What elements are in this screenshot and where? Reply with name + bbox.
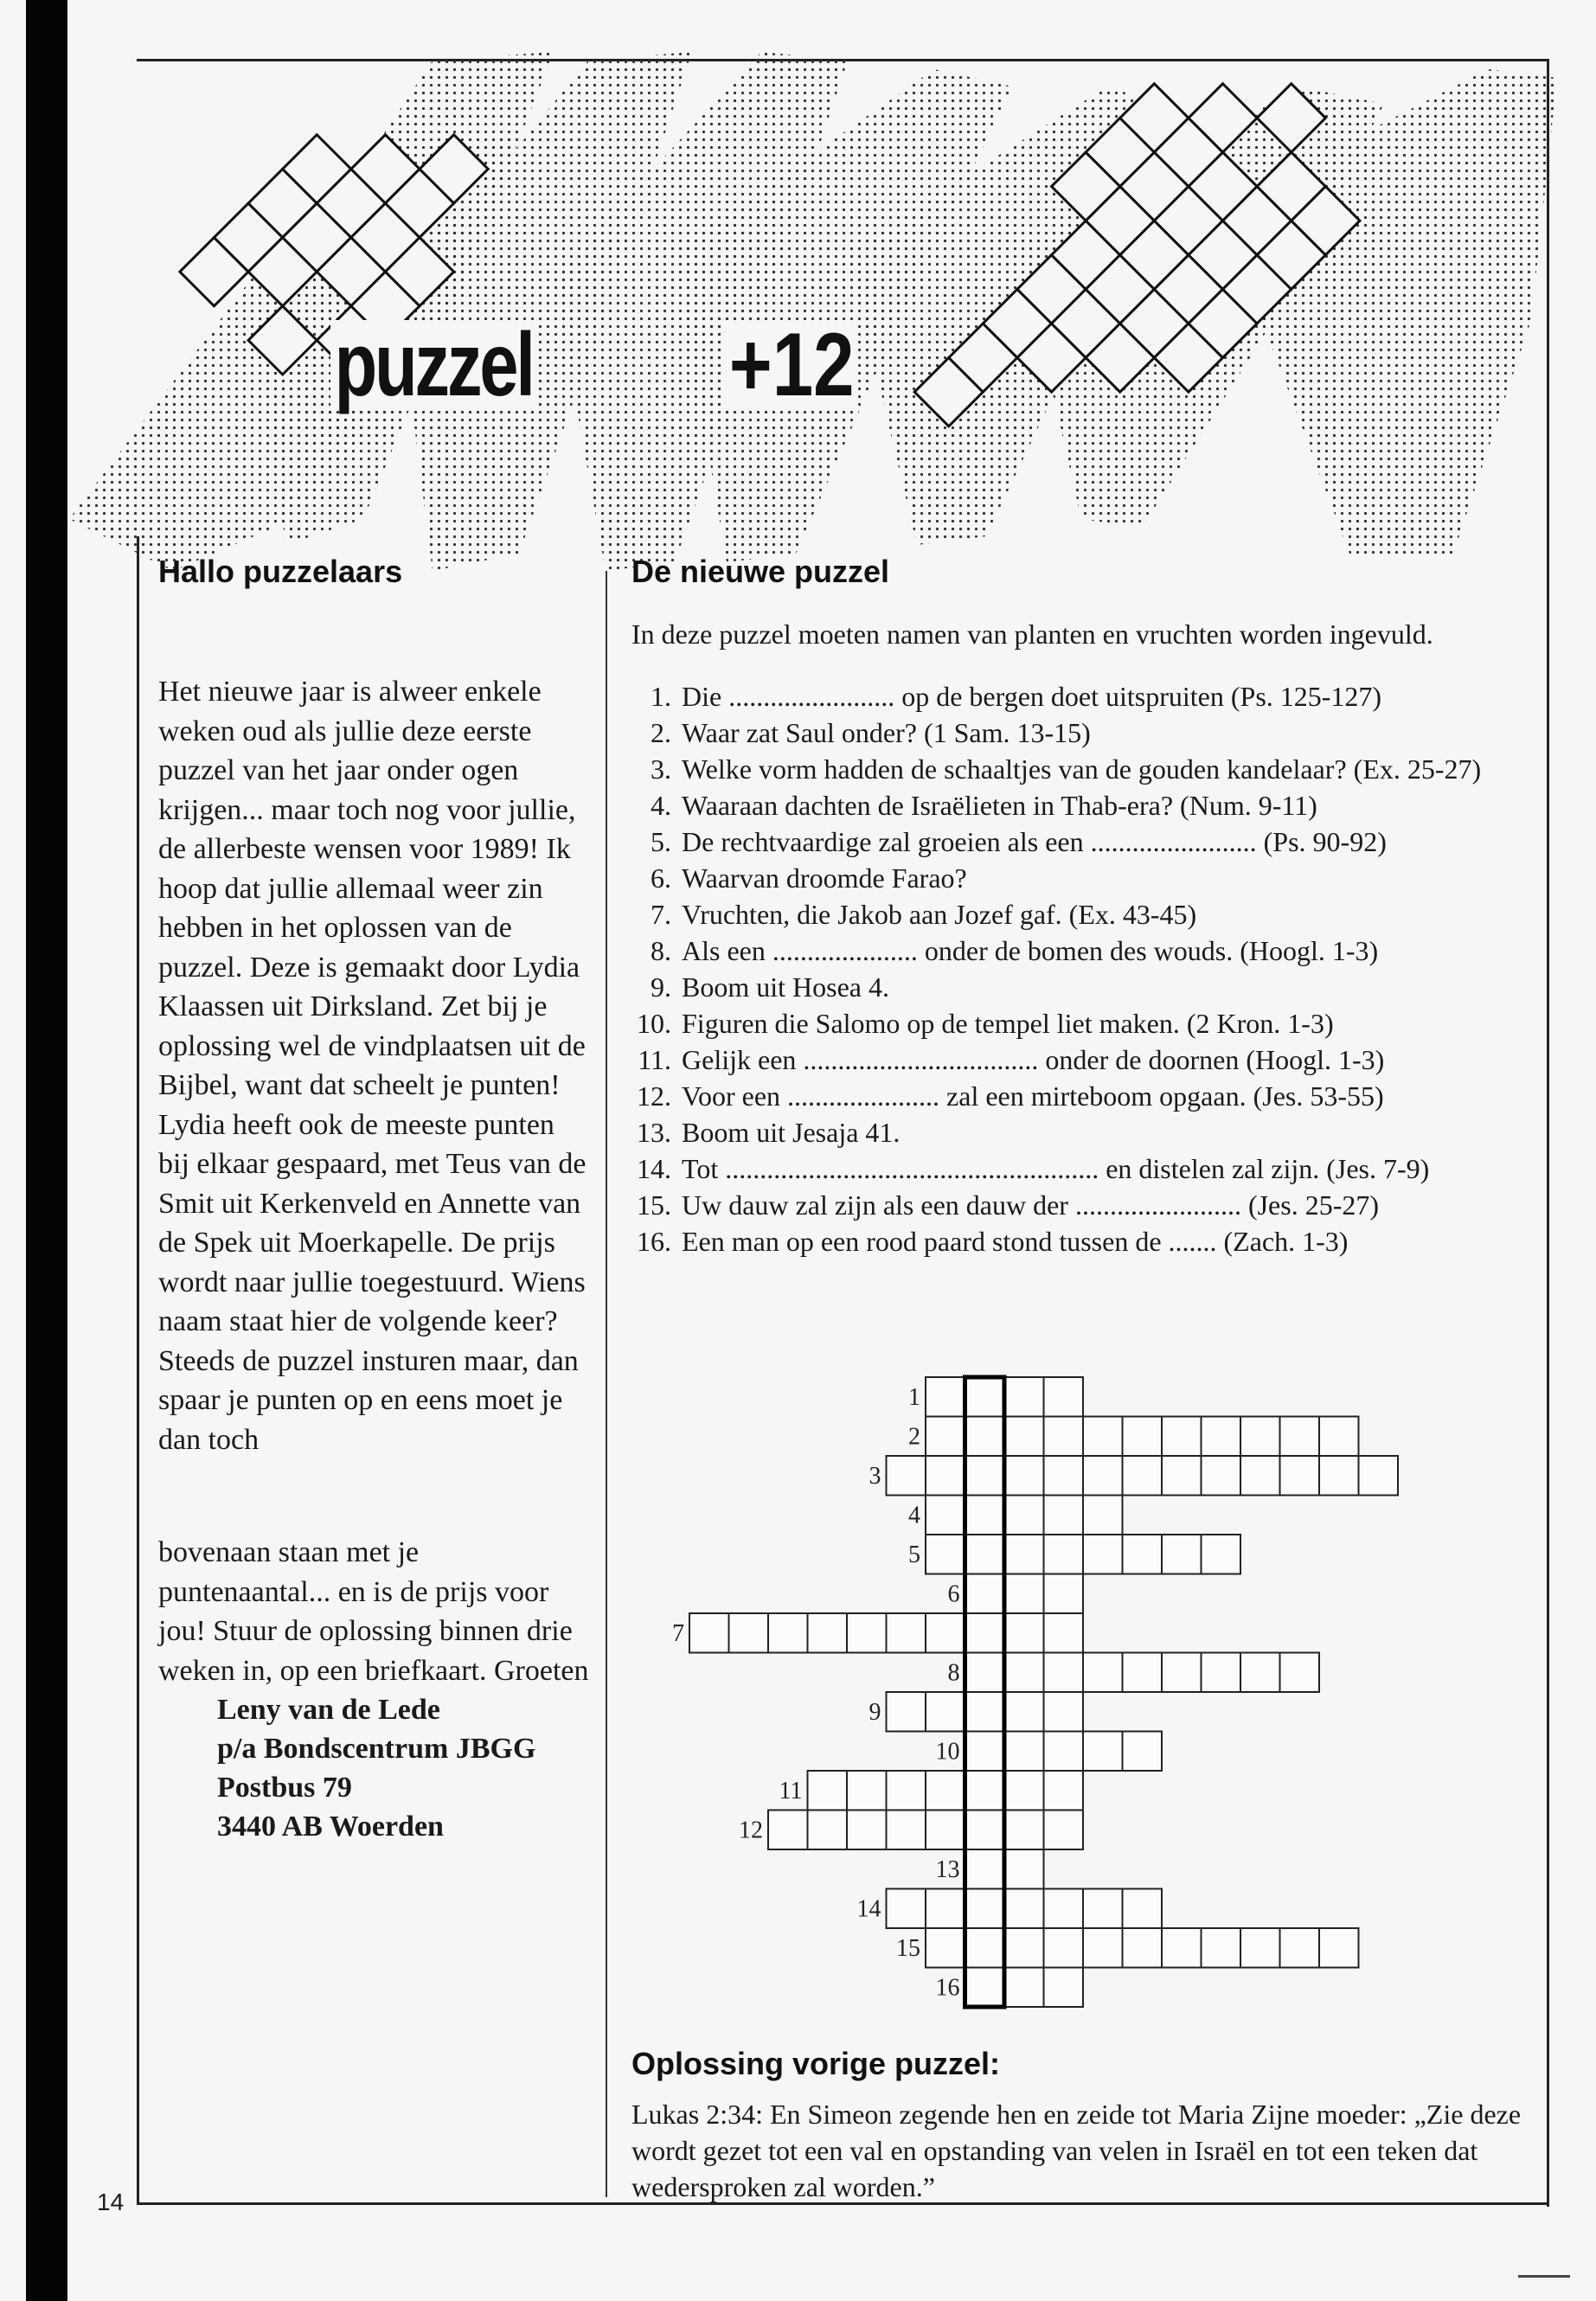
grid-cell[interactable] bbox=[1083, 1535, 1123, 1574]
grid-row-label: 3 bbox=[869, 1463, 881, 1490]
signature-postbox: Postbus 79 bbox=[217, 1772, 352, 1804]
grid-cell[interactable] bbox=[1044, 1377, 1084, 1417]
clue-text: Als een ..................... onder de bomen des wouds. (Hoogl. 1-3) bbox=[682, 935, 1379, 966]
clue-text: Welke vorm hadden de schaaltjes van de gouden kandelaar? (Ex. 25-27) bbox=[682, 753, 1482, 785]
grid-row-label: 13 bbox=[935, 1856, 960, 1883]
greeting-body-part1: Het nieuwe jaar is alweer enkele weken oud als jullie deze eerste puzzel van het jaar onder ogen krijgen... maar toch nog voor jullie, de allerbeste wensen voor 1989! Ik hoop dat jullie allemaal weer zin hebben in het oplossen van de puzzel. Deze is gemaakt door Lydia Klaassen uit Dirksland. Zet bij je oplossing wel de vindplaatsen uit de Bijbel, want dat scheelt je punten! Lydia heeft ook de meeste punten bij elkaar gespaard, met Teus van de Smit uit Kerkenveld en Annette van de Spek uit Moerkapelle. De prijs wordt naar jullie toegestuurd. Wiens naam staat hier de volgende keer? Steeds de puzzel insturen maar, dan spaar je punten op en eens moet je dan toch bbox=[158, 676, 586, 1456]
clue-item bbox=[631, 933, 1531, 969]
grid-cell[interactable] bbox=[1280, 1417, 1320, 1457]
grid-cell[interactable] bbox=[847, 1613, 887, 1653]
grid-cell[interactable] bbox=[965, 1653, 1005, 1693]
grid-cell[interactable] bbox=[1280, 1928, 1320, 1968]
greeting-heading: Hallo puzzelaars bbox=[158, 554, 403, 589]
grid-cell[interactable] bbox=[965, 1771, 1005, 1811]
grid-cell[interactable] bbox=[1240, 1653, 1280, 1693]
grid-cell[interactable] bbox=[1044, 1968, 1084, 2008]
clue-item bbox=[631, 1005, 1531, 1042]
clue-number: 1. bbox=[651, 681, 671, 712]
clue-text: Waaraan dachten de Israëlieten in Thab-era? (Num. 9-11) bbox=[682, 790, 1317, 821]
clue-text: Waar zat Saul onder? (1 Sam. 13-15) bbox=[682, 717, 1091, 748]
grid-cell[interactable] bbox=[965, 1849, 1005, 1889]
clue-item bbox=[631, 678, 1531, 715]
grid-cell[interactable] bbox=[1123, 1732, 1163, 1772]
clue-text: Vruchten, die Jakob aan Jozef gaf. (Ex. 43-45) bbox=[682, 899, 1197, 930]
grid-cell[interactable] bbox=[887, 1613, 926, 1653]
grid-cell[interactable] bbox=[1004, 1811, 1044, 1850]
crossword-grid bbox=[672, 1375, 1384, 2024]
grid-cell[interactable] bbox=[926, 1496, 965, 1535]
grid-cell[interactable] bbox=[1004, 1613, 1044, 1653]
grid-cell[interactable] bbox=[1083, 1456, 1123, 1496]
clue-number: 14. bbox=[637, 1153, 671, 1184]
new-puzzle-heading: De nieuwe puzzel bbox=[631, 554, 890, 589]
left-column bbox=[158, 554, 591, 1846]
grid-cell[interactable] bbox=[887, 1692, 926, 1732]
grid-cell[interactable] bbox=[1004, 1456, 1044, 1496]
grid-cell[interactable] bbox=[1004, 1968, 1044, 2008]
grid-cell[interactable] bbox=[1004, 1496, 1044, 1535]
grid-row-label: 4 bbox=[908, 1502, 920, 1529]
grid-row-label: 10 bbox=[935, 1738, 960, 1766]
grid-row-label: 15 bbox=[896, 1935, 920, 1962]
clue-text: Een man op een rood paard stond tussen de ....... (Zach. 1-3) bbox=[682, 1226, 1349, 1257]
grid-cell[interactable] bbox=[1240, 1417, 1280, 1457]
grid-cell[interactable] bbox=[1044, 1771, 1084, 1811]
solution-heading: Oplossing vorige puzzel: bbox=[631, 2046, 1001, 2081]
grid-cell[interactable] bbox=[926, 1535, 965, 1574]
grid-cell[interactable] bbox=[1083, 1732, 1123, 1772]
grid-cell[interactable] bbox=[1123, 1456, 1163, 1496]
grid-cell[interactable] bbox=[1044, 1456, 1084, 1496]
signature-org: p/a Bondscentrum JBGG bbox=[217, 1733, 536, 1765]
grid-cell[interactable] bbox=[1123, 1928, 1163, 1968]
clue-text: Waarvan droomde Farao? bbox=[682, 862, 967, 894]
clue-item bbox=[631, 1150, 1531, 1187]
grid-cell[interactable] bbox=[1319, 1928, 1359, 1968]
grid-cell[interactable] bbox=[1004, 1928, 1044, 1968]
clue-text: Boom uit Jesaja 41. bbox=[682, 1117, 901, 1148]
puzzle-intro: In deze puzzel moeten namen van planten en vruchten worden ingevuld. bbox=[631, 619, 1433, 650]
page-number: 14 bbox=[97, 2189, 125, 2215]
grid-cell[interactable] bbox=[1044, 1811, 1084, 1850]
grid-cell[interactable] bbox=[965, 1928, 1005, 1968]
grid-cell[interactable] bbox=[1162, 1928, 1202, 1968]
grid-cell[interactable] bbox=[965, 1889, 1005, 1929]
clue-text: Figuren die Salomo op de tempel liet maken. (2 Kron. 1-3) bbox=[682, 1008, 1334, 1039]
grid-cell[interactable] bbox=[1083, 1889, 1123, 1929]
clue-item bbox=[631, 860, 1531, 896]
grid-cell[interactable] bbox=[926, 1417, 965, 1457]
grid-row-label: 11 bbox=[779, 1778, 803, 1804]
grid-cell[interactable] bbox=[926, 1377, 965, 1417]
grid-row-label: 1 bbox=[908, 1384, 920, 1411]
grid-cell[interactable] bbox=[1280, 1653, 1320, 1693]
grid-cell[interactable] bbox=[1162, 1417, 1202, 1457]
grid-row-label: 8 bbox=[947, 1659, 960, 1687]
signature-name: Leny van de Lede bbox=[217, 1694, 440, 1726]
grid-cell[interactable] bbox=[1202, 1653, 1241, 1693]
clue-item bbox=[631, 787, 1531, 824]
grid-cell[interactable] bbox=[965, 1968, 1005, 2008]
greeting-body-part2: bovenaan staan met je puntenaantal... en is de prijs voor jou! Stuur de oplossing binnen drie weken in, op een briefkaart. Groeten bbox=[158, 1536, 589, 1687]
grid-cell[interactable] bbox=[1044, 1653, 1084, 1693]
corner-mark bbox=[1518, 2275, 1570, 2278]
grid-cell[interactable] bbox=[1319, 1456, 1359, 1496]
grid-cell[interactable] bbox=[1004, 1653, 1044, 1693]
grid-cell[interactable] bbox=[965, 1811, 1005, 1850]
grid-cell[interactable] bbox=[1123, 1535, 1163, 1574]
grid-cell[interactable] bbox=[926, 1771, 965, 1811]
grid-row-label: 16 bbox=[935, 1974, 960, 2002]
clue-number: 2. bbox=[651, 717, 671, 748]
grid-cell[interactable] bbox=[1202, 1535, 1241, 1574]
frame-left-rule bbox=[137, 536, 139, 2204]
grid-cell[interactable] bbox=[1044, 1574, 1084, 1614]
grid-cell[interactable] bbox=[1004, 1771, 1044, 1811]
header-artwork bbox=[69, 35, 1557, 588]
clue-number: 12. bbox=[637, 1080, 671, 1112]
grid-cell[interactable] bbox=[1240, 1928, 1280, 1968]
grid-cell[interactable] bbox=[1044, 1928, 1084, 1968]
grid-cell[interactable] bbox=[1044, 1692, 1084, 1732]
grid-cell[interactable] bbox=[1202, 1456, 1241, 1496]
grid-cell[interactable] bbox=[808, 1771, 848, 1811]
grid-cell[interactable] bbox=[847, 1771, 887, 1811]
clue-number: 6. bbox=[651, 862, 671, 894]
grid-cell[interactable] bbox=[808, 1811, 848, 1850]
grid-row-label: 5 bbox=[908, 1541, 920, 1568]
grid-cell[interactable] bbox=[965, 1535, 1005, 1574]
grid-cell[interactable] bbox=[965, 1613, 1005, 1653]
grid-cell[interactable] bbox=[1123, 1653, 1163, 1693]
grid-cell[interactable] bbox=[887, 1456, 926, 1496]
grid-cell[interactable] bbox=[926, 1889, 965, 1929]
grid-cell[interactable] bbox=[926, 1456, 965, 1496]
clue-number: 10. bbox=[637, 1008, 671, 1039]
grid-row-label: 2 bbox=[908, 1423, 920, 1451]
grid-row-label: 12 bbox=[739, 1817, 763, 1844]
clue-item bbox=[631, 1078, 1531, 1114]
grid-cell[interactable] bbox=[1123, 1417, 1163, 1457]
grid-cell[interactable] bbox=[926, 1613, 965, 1653]
grid-cell[interactable] bbox=[1044, 1889, 1084, 1929]
grid-cell[interactable] bbox=[729, 1613, 769, 1653]
clue-number: 16. bbox=[637, 1226, 671, 1257]
clue-item bbox=[631, 1187, 1531, 1223]
clue-item bbox=[631, 1042, 1531, 1078]
grid-cell[interactable] bbox=[1044, 1613, 1084, 1653]
clue-item bbox=[631, 715, 1531, 751]
grid-cell[interactable] bbox=[887, 1771, 926, 1811]
grid-cell[interactable] bbox=[926, 1811, 965, 1850]
title-word: puzzel bbox=[330, 320, 537, 410]
grid-cell[interactable] bbox=[1083, 1653, 1123, 1693]
clue-item bbox=[631, 1114, 1531, 1150]
clue-item bbox=[631, 751, 1531, 787]
grid-row-label: 6 bbox=[947, 1580, 960, 1608]
grid-cell[interactable] bbox=[689, 1613, 729, 1653]
grid-cell[interactable] bbox=[1319, 1417, 1359, 1457]
title-number: +12 bbox=[725, 320, 859, 410]
column-divider bbox=[606, 571, 607, 2197]
grid-cell[interactable] bbox=[965, 1456, 1005, 1496]
grid-cell[interactable] bbox=[1044, 1496, 1084, 1535]
clue-item bbox=[631, 1223, 1531, 1259]
clue-text: Die ........................ op de bergen doet uitspruiten (Ps. 125-127) bbox=[682, 681, 1382, 712]
dotted-bands bbox=[69, 52, 1557, 571]
grid-cell[interactable] bbox=[768, 1613, 808, 1653]
grid-cell[interactable] bbox=[1044, 1535, 1084, 1574]
clue-text: Uw dauw zal zijn als een dauw der ........................ (Jes. 25-27) bbox=[682, 1189, 1380, 1221]
grid-cell[interactable] bbox=[1004, 1574, 1044, 1614]
clue-number: 11. bbox=[638, 1044, 671, 1075]
grid-cell[interactable] bbox=[1162, 1456, 1202, 1496]
signature-city: 3440 AB Woerden bbox=[217, 1811, 444, 1843]
clue-text: Boom uit Hosea 4. bbox=[682, 971, 889, 1003]
grid-cell[interactable] bbox=[1123, 1889, 1163, 1929]
grid-cell[interactable] bbox=[1004, 1692, 1044, 1732]
grid-cell[interactable] bbox=[965, 1377, 1005, 1417]
grid-cell[interactable] bbox=[926, 1692, 965, 1732]
previous-solution bbox=[631, 2046, 1535, 2205]
grid-cell[interactable] bbox=[926, 1928, 965, 1968]
grid-cell[interactable] bbox=[1202, 1928, 1241, 1968]
clue-number: 7. bbox=[651, 899, 671, 930]
grid-cell[interactable] bbox=[1004, 1417, 1044, 1457]
grid-cell[interactable] bbox=[1004, 1377, 1044, 1417]
clue-text: Tot ...................................................... en distelen zal zijn. (Jes. 7-9) bbox=[682, 1153, 1430, 1184]
grid-cell[interactable] bbox=[1359, 1456, 1399, 1496]
clue-number: 5. bbox=[651, 826, 671, 857]
grid-cell[interactable] bbox=[1083, 1928, 1123, 1968]
grid-cell[interactable] bbox=[1162, 1653, 1202, 1693]
grid-cell[interactable] bbox=[965, 1496, 1005, 1535]
grid-cell[interactable] bbox=[965, 1732, 1005, 1772]
clue-number: 8. bbox=[651, 935, 671, 966]
clue-list bbox=[631, 678, 1531, 1259]
grid-cell[interactable] bbox=[887, 1811, 926, 1850]
grid-cell[interactable] bbox=[965, 1574, 1005, 1614]
grid-cell[interactable] bbox=[965, 1417, 1005, 1457]
clue-text: De rechtvaardige zal groeien als een ........................ (Ps. 90-92) bbox=[682, 826, 1387, 857]
signature-block bbox=[158, 1690, 591, 1846]
grid-cell[interactable] bbox=[1004, 1535, 1044, 1574]
grid-cell[interactable] bbox=[1240, 1456, 1280, 1496]
grid-cell[interactable] bbox=[1162, 1535, 1202, 1574]
binding-edge bbox=[26, 0, 67, 2301]
grid-cell[interactable] bbox=[1202, 1417, 1241, 1457]
grid-cell[interactable] bbox=[808, 1613, 848, 1653]
grid-cell[interactable] bbox=[1044, 1732, 1084, 1772]
grid-cell[interactable] bbox=[1004, 1732, 1044, 1772]
clue-text: Voor een ...................... zal een mirteboom opgaan. (Jes. 53-55) bbox=[682, 1080, 1384, 1112]
right-column bbox=[631, 554, 1531, 1259]
grid-cell[interactable] bbox=[847, 1811, 887, 1850]
grid-cell[interactable] bbox=[1044, 1417, 1084, 1457]
clue-number: 15. bbox=[637, 1189, 671, 1221]
clue-item bbox=[631, 969, 1531, 1005]
grid-cell[interactable] bbox=[1083, 1417, 1123, 1457]
grid-cell[interactable] bbox=[1083, 1496, 1123, 1535]
grid-cell[interactable] bbox=[887, 1889, 926, 1929]
grid-cell[interactable] bbox=[1280, 1456, 1320, 1496]
clue-item bbox=[631, 824, 1531, 860]
grid-row-label: 7 bbox=[672, 1620, 684, 1647]
solution-text: Lukas 2:34: En Simeon zegende hen en zeide tot Maria Zijne moeder: „Zie deze wordt gezet tot een val en opstanding van velen in Israël en tot een teken dat wedersproken zal worden.” bbox=[631, 2099, 1522, 2202]
grid-cell[interactable] bbox=[768, 1811, 808, 1850]
clue-number: 13. bbox=[637, 1117, 671, 1148]
clue-number: 9. bbox=[651, 971, 671, 1003]
grid-row-label: 9 bbox=[869, 1699, 881, 1726]
clue-text: Gelijk een .................................. onder de doornen (Hoogl. 1-3) bbox=[682, 1044, 1385, 1075]
grid-cell[interactable] bbox=[1004, 1889, 1044, 1929]
clue-number: 4. bbox=[651, 790, 671, 821]
grid-cell[interactable] bbox=[1004, 1849, 1044, 1889]
clue-item bbox=[631, 896, 1531, 933]
grid-row-label: 14 bbox=[856, 1895, 881, 1923]
grid-cell[interactable] bbox=[965, 1692, 1005, 1732]
clue-number: 3. bbox=[651, 753, 671, 785]
